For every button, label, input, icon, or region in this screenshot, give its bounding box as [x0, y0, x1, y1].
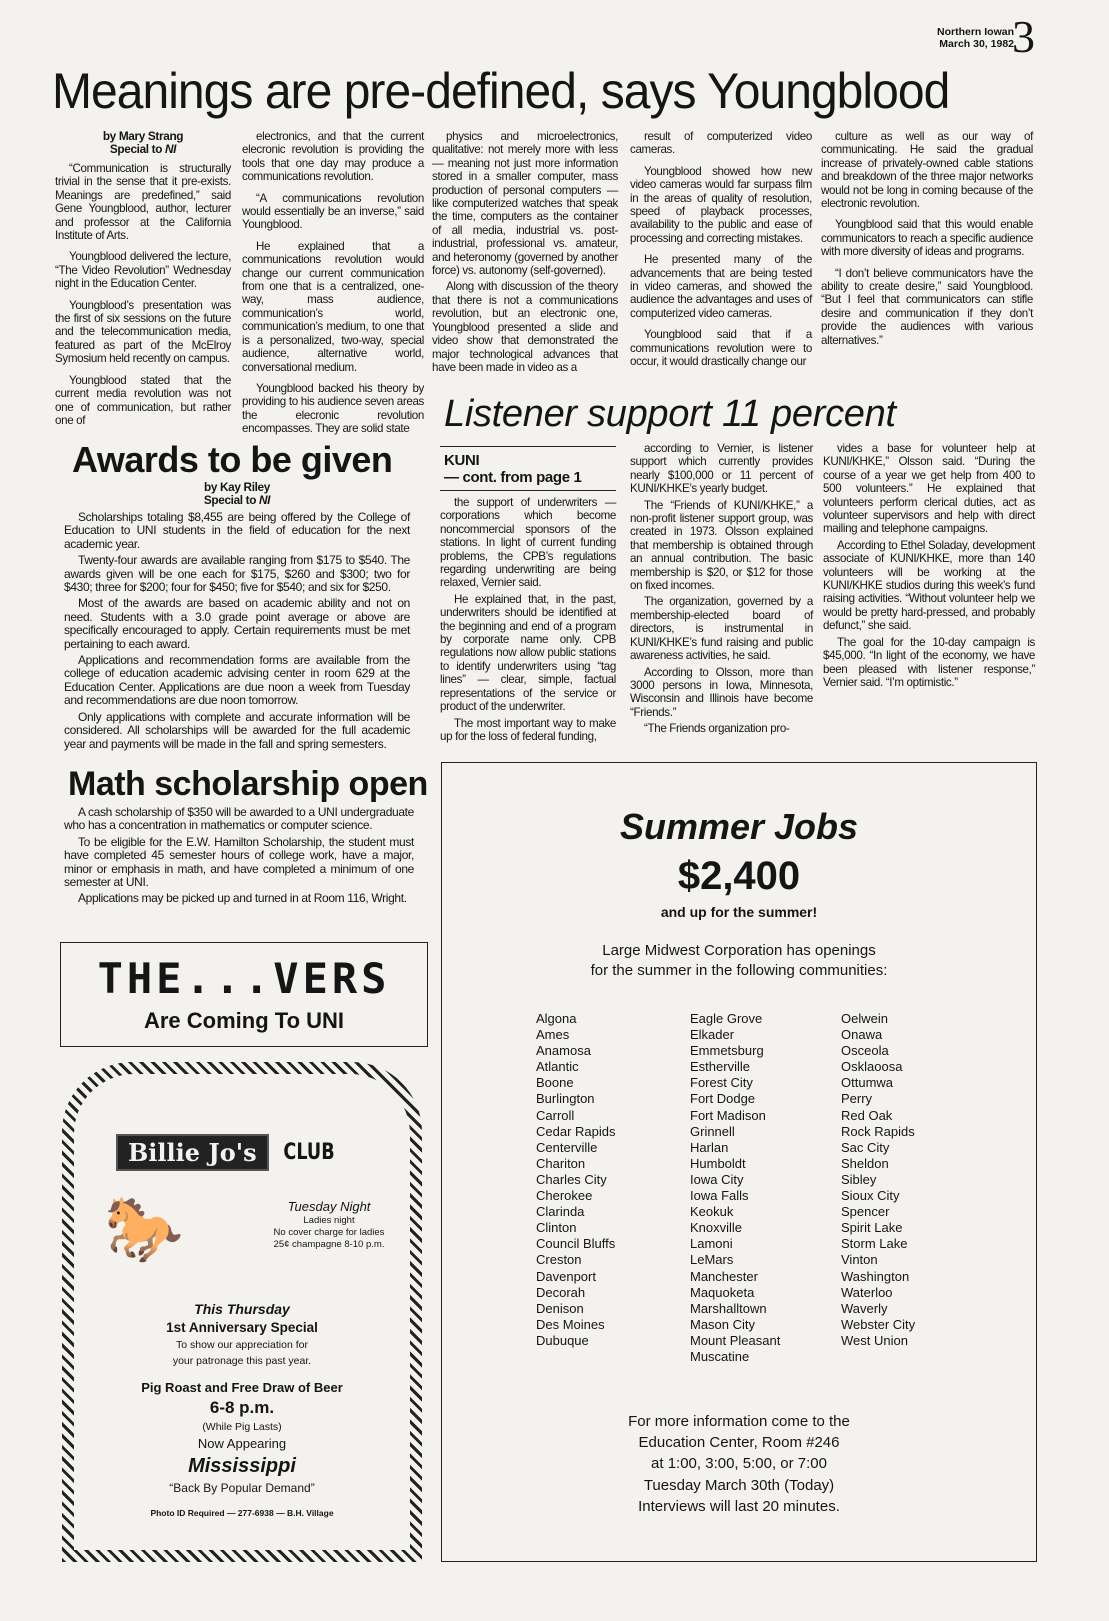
paragraph: Most of the awards are based on academic ability and not on need. Students with a 3.0 grade point average or above are specifically encouraged to apply. Certain requirements must be met pertaining to each award. [64, 596, 410, 651]
vers-tagline: Are Coming To UNI [143, 1008, 345, 1033]
city: Carroll [536, 1107, 575, 1123]
page-number: 3 [1012, 11, 1035, 62]
city: Storm Lake [841, 1236, 908, 1252]
paragraph: Youngblood stated that the current media revolution was not one of communication, but rather one of [55, 373, 231, 427]
byline-pub: NI [259, 493, 271, 507]
city: Muscatine [690, 1348, 750, 1364]
city: Eagle Grove [690, 1011, 763, 1026]
listener-column-3 [823, 442, 1035, 692]
paragraph: Youngblood delivered the lecture, “The Video Revolution” Wednesday night in the Education Center. [55, 250, 231, 291]
summer-jobs-ad [441, 762, 1037, 1562]
city: LeMars [690, 1252, 734, 1268]
youngblood-column-1 [55, 130, 231, 435]
listener-headline: Listener support 11 percent [444, 393, 896, 435]
city: Osceola [841, 1043, 889, 1059]
city: Vinton [841, 1252, 878, 1268]
tuesday-night: Tuesday Night [287, 1199, 371, 1214]
vers-logo: THE...VERS [97, 954, 391, 1003]
city: Cherokee [536, 1188, 593, 1204]
city: Ames [536, 1027, 570, 1043]
listener-column-2 [630, 442, 813, 739]
city: Manchester [690, 1268, 758, 1284]
paragraph: “I don’t believe communicators have the ability to create desire,” said Youngblood. “But I feel that communicators can stifle desire and communication if they don’t provide the audiences with various alternatives.” [821, 266, 1033, 347]
appreciation-line-2: your patronage this past year. [172, 1355, 312, 1367]
city: Fort Madison [690, 1107, 766, 1123]
city: Anamosa [536, 1043, 591, 1059]
paragraph: physics and microelectronics, qualitative: not merely more with less — meaning not just more information stored in a smaller computer, mass production of personal computers — like computerized watches that speak the time, computers as the container of all media, industrial vs. post-industrial, professional vs. amateur, and heteronomy (governed by another force) vs. autonomy (self-governed). [432, 130, 618, 278]
city: Charles City [536, 1171, 607, 1187]
ladies-night: Ladies night [303, 1215, 355, 1226]
masthead [937, 26, 1014, 50]
math-article [64, 806, 414, 909]
pig-roast-time: 6-8 p.m. [209, 1398, 275, 1417]
city: Decorah [536, 1284, 586, 1300]
city: West Union [841, 1332, 908, 1348]
city: Washington [841, 1268, 910, 1284]
city: Sioux City [841, 1188, 900, 1204]
city: Emmetsburg [690, 1043, 764, 1059]
city: Clinton [536, 1220, 577, 1236]
city: Council Bluffs [536, 1236, 616, 1252]
awards-byline [64, 481, 410, 507]
city: Osklaoosa [841, 1059, 903, 1075]
pig-roast: Pig Roast and Free Draw of Beer [141, 1380, 343, 1395]
youngblood-column-4 [630, 130, 812, 377]
paragraph: A cash scholarship of $350 will be awarded to a UNI undergraduate who has a concentration in mathematics or computer science. [64, 805, 414, 833]
paragraph: Applications may be picked up and turned in at Room 116, Wright. [78, 891, 407, 906]
city: Elkader [690, 1027, 735, 1043]
city: Sac City [841, 1139, 890, 1155]
math-headline: Math scholarship open [68, 765, 428, 803]
info-line: at 1:00, 3:00, 5:00, or 7:00 [651, 1455, 827, 1473]
city: Grinnell [690, 1123, 735, 1139]
awards-article [64, 481, 410, 754]
city: Rock Rapids [841, 1123, 915, 1139]
while-pig-lasts: (While Pig Lasts) [202, 1421, 282, 1433]
paragraph: according to Vernier, is listener support which currently provides nearly $100,000 or 11 percent of KUNI/KHKE’s yearly budget. [630, 442, 813, 496]
paragraph: The “Friends of KUNI/KHKE,” a non-profit listener support group, was created in 1973. Olsson explained that membership is obtained through an annual contribution. The basic membership is $20, or $12 for those on fixed incomes. [630, 498, 813, 593]
this-thursday: This Thursday [194, 1301, 290, 1317]
cities-column-3 [841, 1011, 915, 1349]
paragraph: Youngblood’s presentation was the first of six sessions on the future and the telecommunication media, featured as part of the McElroy Symosium held recently on campus. [55, 298, 231, 366]
paragraph: Youngblood backed his theory by providing to his audience seven areas the elecronic revolution encompasses. They are solid state [242, 381, 424, 436]
city: Humboldt [690, 1155, 746, 1171]
paragraph: The goal for the 10-day campaign is $45,000. “In light of the economy, we have been pleased with listener response,” Vernier said. “I’m optimistic.” [823, 635, 1035, 689]
club-name: Billie Jo's [116, 1134, 269, 1171]
byline-special: Special to [109, 142, 166, 156]
byline-pub: NI [165, 142, 177, 156]
paper-name: Northern Iowan [936, 26, 1014, 38]
city: Lamoni [690, 1236, 733, 1252]
vers-ad [60, 942, 428, 1047]
city: Spirit Lake [841, 1220, 903, 1236]
billie-jos-logo [116, 1134, 341, 1171]
paragraph: The most important way to make up for the loss of federal funding, [440, 716, 616, 743]
paragraph: To be eligible for the E.W. Hamilton Scholarship, the student must have completed 45 semester hours of college work, have a major, minor or emphasis in math, and have completed a minimum of one semester at UNI. [64, 834, 414, 890]
city: Ottumwa [841, 1075, 894, 1091]
city: Algona [536, 1011, 577, 1026]
kuni-continuation-header [440, 446, 616, 491]
paragraph: “The Friends organization pro- [644, 722, 790, 736]
city: Knoxville [690, 1220, 743, 1236]
paragraph: He presented many of the advancements that are being tested in video cameras, and showed the audience the advantages and uses of computerized video cameras. [630, 253, 812, 320]
billie-jos-ad [62, 1062, 422, 1562]
back-by-demand: “Back By Popular Demand” [169, 1481, 315, 1495]
city: Des Moines [536, 1316, 605, 1332]
paragraph: electronics, and that the current elecronic revolution is providing the tools that one day may produce a communications revolution. [242, 130, 424, 184]
kuni-label: KUNI [444, 452, 480, 469]
thursday-info [74, 1299, 410, 1519]
byline-special: Special to [203, 493, 260, 507]
paragraph: Youngblood said that if a communications revolution were to occur, it would drastically change our [630, 328, 812, 369]
city: Harlan [690, 1139, 729, 1155]
byline-author: by Mary Strang [102, 129, 184, 143]
paragraph: Youngblood showed how new video cameras would far surpass film in the areas of quality of resolution, speed of playback processes, availability to the public and ease of processing and correcting mistakes. [630, 164, 812, 245]
city: Creston [536, 1252, 582, 1268]
city: Oelwein [841, 1011, 888, 1026]
champagne: 25¢ champagne 8-10 p.m. [273, 1239, 385, 1250]
paragraph: Twenty-four awards are available ranging from $175 to $540. The awards given will be one each for $175, $260 and $300; two for $430; three for $200; four for $450; five for $540; and six for $250. [64, 553, 410, 595]
city: Spencer [841, 1204, 890, 1220]
club-label: CLUB [283, 1140, 335, 1165]
paragraph: culture as well as our way of communicating. He said the gradual increase of privately-owned cable stations and breakdown of the three major networks would not be long in coming because of the electronic revolution. [821, 130, 1033, 211]
bucking-horse-icon: 🐎 [104, 1193, 184, 1265]
city: Burlington [536, 1091, 595, 1107]
summer-jobs-title: Summer Jobs [619, 806, 859, 847]
youngblood-headline: Meanings are pre-defined, says Youngblood [52, 63, 950, 119]
youngblood-column-3 [432, 130, 618, 377]
cities-column-1 [536, 1011, 616, 1349]
cont-from-page-link[interactable]: — cont. from page 1 [444, 469, 582, 486]
info-line: For more information come to the [628, 1413, 850, 1430]
awards-headline: Awards to be given [72, 439, 393, 480]
intro-line-1: Large Midwest Corporation has openings [602, 942, 876, 959]
byline-author: by Kay Riley [204, 480, 270, 494]
city: Iowa Falls [690, 1188, 749, 1204]
city: Red Oak [841, 1107, 893, 1123]
more-info [442, 1411, 1036, 1517]
youngblood-column-2 [242, 130, 424, 444]
city: Fort Dodge [690, 1091, 756, 1107]
city: Boone [536, 1075, 574, 1091]
info-line: Tuesday March 30th (Today) [643, 1476, 835, 1494]
city: Denison [536, 1300, 584, 1316]
paragraph: “Communication is structurally trivial in the sense that it pre-exists. Meanings are predefined,” said Gene Youngblood, author, lecturer and professor at the California Institute of Arts. [55, 162, 231, 243]
and-up-text: and up for the summer! [660, 904, 818, 920]
city: Webster City [841, 1316, 916, 1332]
city: Sheldon [841, 1155, 889, 1171]
city: Perry [841, 1091, 873, 1107]
city: Waverly [841, 1300, 888, 1316]
paragraph: vides a base for volunteer help at KUNI/KHKE,” Olsson said. “During the course of a year we get help from 400 to 500 volunteers.” He explained that volunteers perform clerical duties, act as volunteer supervisors and help with direct mailing and telephone campaigns. [823, 442, 1035, 536]
paragraph: Along with discussion of the theory that there is not a communications revolution, but an electronic one, Youngblood presented a slide and video show that demonstrated the major technological advances that have been made in video as a [432, 280, 618, 374]
cities-column-2 [690, 1011, 780, 1365]
rope-border [74, 1074, 410, 1550]
paragraph: The organization, governed by a membership-elected board of directors, is instrumental in KUNI/KHKE’s fund raising and public awareness activities, he said. [630, 595, 813, 663]
byline [55, 130, 231, 156]
city: Davenport [536, 1268, 596, 1284]
city: Centerville [536, 1139, 598, 1155]
city: Mount Pleasant [690, 1332, 781, 1348]
intro-line-2: for the summer in the following communities: [590, 962, 888, 979]
city: Marshalltown [690, 1300, 767, 1316]
paragraph: Scholarships totaling $8,455 are being offered by the College of Education to UNI students in the field of education for the next academic year. [64, 510, 410, 551]
city: Iowa City [690, 1171, 744, 1187]
city: Forest City [690, 1075, 753, 1091]
paragraph: Applications and recommendation forms are available from the college of education academic advising center in room 629 at the Education Center. Applications are due noon a week from Tuesday and recommendations are due noon tomorrow. [64, 653, 410, 708]
issue-date: March 30, 1982 [939, 38, 1014, 50]
paragraph: According to Ethel Soladay, development associate of KUNI/KHKE, more than 140 volunteers will be working at the KUNI/KHKE studios during this week’s fund raising activities. “Without volunteer help we would be pretty hard-pressed, and probably defunct,” she said. [823, 538, 1035, 633]
city: Chariton [536, 1155, 586, 1171]
city: Sibley [841, 1171, 877, 1187]
city: Dubuque [536, 1332, 589, 1348]
paragraph: result of computerized video cameras. [630, 130, 812, 157]
band-name: Mississippi [188, 1455, 296, 1477]
city: Estherville [690, 1059, 750, 1075]
city: Clarinda [536, 1204, 585, 1220]
ad-footer: Photo ID Required — 277-6938 — B.H. Village [150, 1508, 334, 1518]
city: Onawa [841, 1027, 883, 1043]
paragraph: According to Olsson, more than 3000 persons in Iowa, Minnesota, Wisconsin and Illinois have become “Friends.” [630, 665, 813, 719]
city: Cedar Rapids [536, 1123, 616, 1139]
city: Waterloo [841, 1284, 893, 1300]
no-cover: No cover charge for ladies [273, 1227, 385, 1238]
city: Atlantic [536, 1059, 579, 1075]
info-line: Education Center, Room #246 [638, 1434, 840, 1452]
city: Mason City [690, 1316, 756, 1332]
city: Keokuk [690, 1204, 734, 1220]
appreciation-line-1: To show our appreciation for [176, 1339, 308, 1351]
tuesday-info [259, 1199, 399, 1251]
pay-amount: $2,400 [677, 854, 801, 898]
youngblood-column-5 [821, 130, 1033, 355]
paragraph: Only applications with complete and accurate information will be considered. All scholarships will be awarded for the full academic year and payments will be made in the fall and spring semesters. [64, 709, 410, 751]
listener-column-1 [440, 446, 616, 746]
anniversary-special: 1st Anniversary Special [166, 1320, 318, 1335]
paragraph: Youngblood said that this would enable communicators to reach a specific audience with more diversity of ideas and programs. [821, 218, 1033, 259]
paragraph: He explained that a communications revolution would change our current communication from one that is a centralized, one-way, mass audience, communication’s world, communication’s medium, to one that is a personalized, two-way, special audience, alternative world, conversational medium. [242, 239, 424, 374]
city: Maquoketa [690, 1284, 755, 1300]
now-appearing: Now Appearing [197, 1436, 287, 1451]
paragraph: the support of underwriters — corporations which become noncommercial sponsors of the stations. In light of current funding problems, the CPB’s regulations regarding underwriting are being relaxed, Vernier said. [440, 496, 616, 590]
info-line: Interviews will last 20 minutes. [638, 1497, 840, 1515]
paragraph: He explained that, in the past, underwriters should be identified at the beginning and end of a program by corporate name only. CPB regulations now allow public stations to identify underwriters using “tag lines” — clear, simple, factual representations of the service or product of the underwriter. [440, 592, 616, 714]
paragraph: “A communications revolution would essentially be an inverse,” said Youngblood. [242, 191, 424, 232]
